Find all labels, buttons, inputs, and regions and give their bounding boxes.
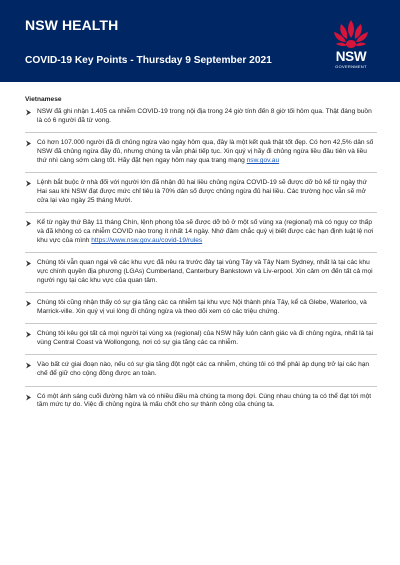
arrow-bullet-icon [25, 108, 37, 116]
list-item [25, 108, 377, 133]
point-text: Chúng tôi cũng nhận thấy có sự gia tăng các ca nhiễm tại khu vực Nội thành phía Tây, kể cả Glebe, Waterloo, và Marrick-ville. Xin quý vị vui lòng đi chủng ngừa và theo dõi xem có các triệu chứng. [37, 299, 367, 316]
page-title: NSW HEALTH [25, 17, 119, 33]
arrow-bullet-icon [25, 179, 37, 187]
point-text: Có một ánh sáng cuối đường hầm và có nhiều điều mà chúng ta mong đợi. Cùng nhau chúng ta có thể đạt tới một tầm mức tự do. Việc đi chủng ngừa là mấu chốt cho sự thành công của chúng ta. [37, 392, 372, 409]
divider [25, 132, 377, 133]
list-item [25, 259, 377, 293]
divider [25, 386, 377, 387]
list-item [25, 330, 377, 355]
list-item [25, 393, 377, 417]
logo-wordmark: NSW [335, 49, 367, 64]
arrow-bullet-icon [25, 330, 37, 338]
divider [25, 292, 377, 293]
point-text: Có hơn 107.000 người đã đi chủng ngừa vào ngày hôm qua, đây là một kết quả thật tốt đẹp. Có hơn 42,5% dân số NSW đã chủng ngừa đầy đủ, nhưng chúng ta vẫn phải tiếp tục. Xin quý vị hãy đi chủng ngừa liều đầu tiên và liều thứ nhì càng sớm càng tốt. Hãy đặt hẹn ngay hôm nay qua trang mạng nsw.gov.au [37, 139, 374, 164]
covid-rules-link[interactable]: https://www.nsw.gov.au/covid-19/rules [91, 236, 203, 244]
point-text: Vào bất cứ giai đoạn nào, nếu có sự gia tăng đột ngột các ca nhiễm, chúng tôi có thể phải áp dụng trở lại các hạn chế để giữ cho cộng đồng được an toàn. [37, 361, 370, 378]
arrow-bullet-icon [25, 299, 37, 307]
page-subtitle: COVID-19 Key Points - Thursday 9 September 2021 [25, 55, 272, 66]
divider [25, 252, 377, 253]
arrow-bullet-icon [25, 361, 37, 369]
point-text: Lệnh bắt buộc ở nhà đối với người lớn đã nhận đủ hai liều chủng ngừa COVID-19 sẽ được dỡ bỏ kể từ ngày thứ Hai sau khi NSW đạt được mức chỉ tiêu là 70% dân số được chủng ngừa đủ hai liều. Các trường học vẫn sẽ mở cửa lại vào ngày 25 tháng Mười. [37, 179, 367, 204]
list-item [25, 299, 377, 324]
header-banner [0, 0, 400, 82]
arrow-bullet-icon [25, 139, 37, 147]
list-item [25, 361, 377, 386]
list-item [25, 139, 377, 173]
arrow-bullet-icon [25, 219, 37, 227]
key-points-list [25, 108, 377, 417]
point-text: Chúng tôi kêu gọi tất cả mọi người tại vùng xa (regional) của NSW hãy luôn cảnh giác và đi chủng ngừa, nhất là tại vùng Central Coast và Wollongong, nơi có sự gia tăng các ca nhiễm. [37, 330, 374, 347]
language-label: Vietnamese [25, 96, 62, 103]
divider [25, 172, 377, 173]
arrow-bullet-icon [25, 393, 37, 401]
point-text: Chúng tôi vẫn quan ngại về các khu vực đã nêu ra trước đây tại vùng Tây và Tây Nam Sydney, nhất là tại các khu vực chính quyền địa phương (LGAs) Cumberland, Canterbury Bankstown và Liv-erpool. Xin cảm ơn đến tất cả mọi người ngụ tại các khu vực của quan tâm. [37, 259, 373, 284]
divider [25, 323, 377, 324]
logo-government-label: GOVERNMENT [335, 64, 367, 69]
divider [25, 212, 377, 213]
divider [25, 354, 377, 355]
list-item [25, 179, 377, 213]
point-text: Kể từ ngày thứ Bảy 11 tháng Chín, lệnh phong tỏa sẽ được dỡ bỏ ở một số vùng xa (regional) mà có nguy cơ thấp và đã không có ca nhiễm COVID nào trong ít nhất 14 ngày. Nhớ đảm chắc quý vị biết được các hạn định luật lệ nơi khu vực của mình https://www.nsw.gov.au/covid-19/rules [37, 219, 374, 244]
point-text: NSW đã ghi nhận 1.405 ca nhiễm COVID-19 trong nội địa trong 24 giờ tính đến 8 giờ tối hôm qua. Thật đáng buồn là có 6 người đã từ vong. [37, 108, 372, 124]
list-item [25, 219, 377, 253]
arrow-bullet-icon [25, 259, 37, 267]
nsw-gov-link[interactable]: nsw.gov.au [246, 156, 280, 164]
